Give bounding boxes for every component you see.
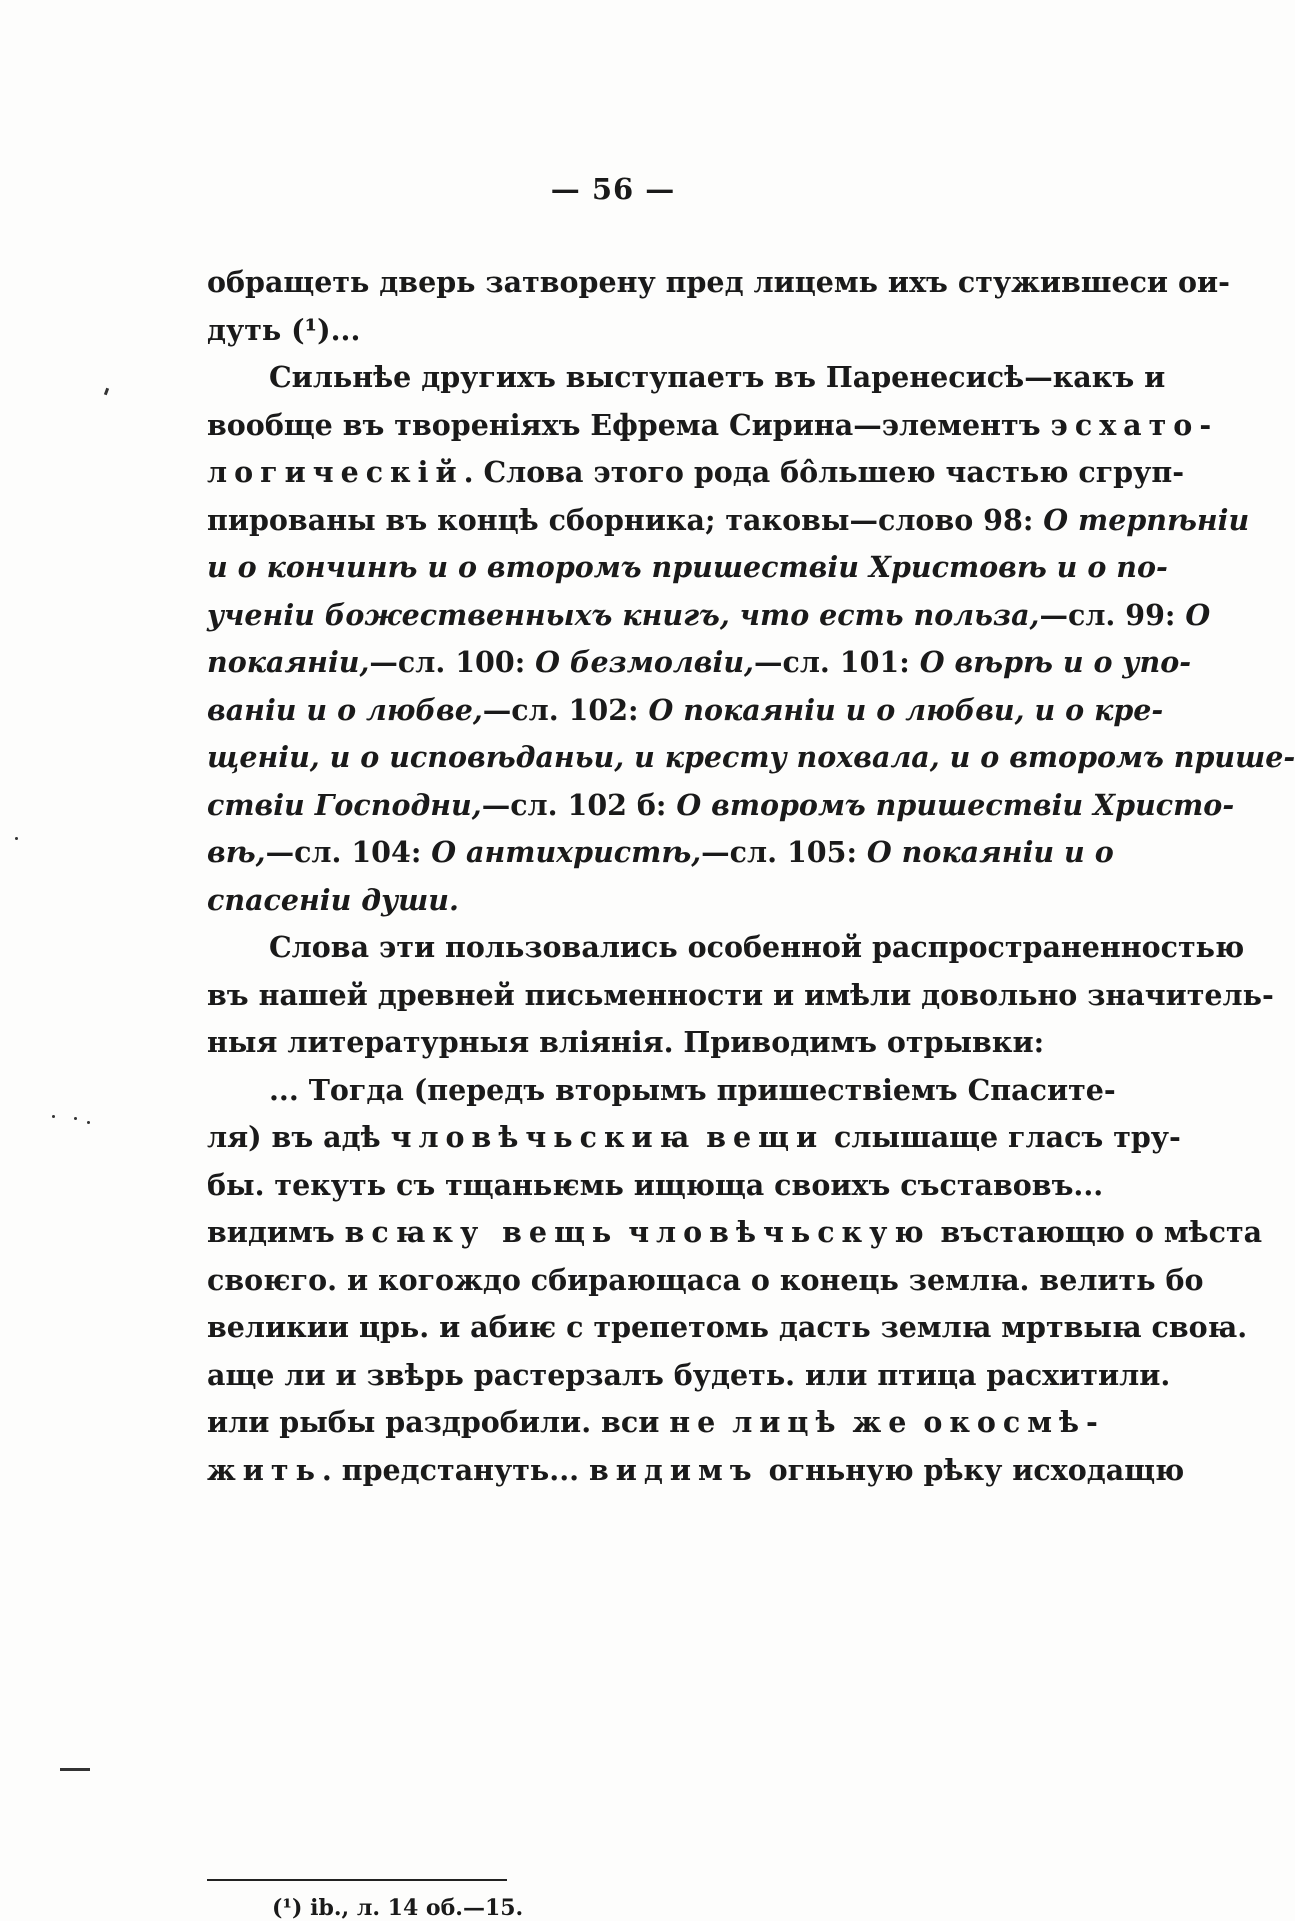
text-segment: обращеть дверь затворену пред лицемь ихъ стужившеси ои-: [207, 265, 1230, 299]
text-segment: аще ли и звѣрь растерзалъ будеть. или птица расхитили.: [207, 1357, 1171, 1392]
body-text: [207, 259, 1295, 1494]
text-segment: логическій: [207, 455, 464, 489]
text-line: [207, 924, 1245, 972]
text-segment: всꙗку вещь: [344, 1215, 619, 1249]
text-line: [207, 402, 1219, 450]
text-segment: [696, 1120, 706, 1154]
text-line: [207, 1447, 1185, 1495]
text-segment: же: [852, 1405, 914, 1439]
text-segment: О покаяніи и о: [866, 835, 1114, 869]
footnote-separator: [207, 1879, 507, 1881]
text-segment: —сл. 99:: [1039, 597, 1186, 632]
text-segment: вообще въ твореніяхъ Ефрема Сирина—элементъ: [207, 407, 1051, 442]
text-segment: ныя литературныя вліянія. Приводимъ отрывки:: [207, 1025, 1045, 1059]
text-segment: Слова эти пользовались особенной распространенностью: [269, 930, 1245, 964]
margin-mark: [104, 388, 109, 396]
text-line: [207, 544, 1168, 592]
text-segment: . предстануть...: [321, 1452, 589, 1487]
text-segment: своѥго. и когождо сбирающаса о конець землꙗ. велить бо: [207, 1262, 1204, 1297]
text-segment: слышаще гласъ тру-: [824, 1120, 1181, 1154]
text-segment: [843, 1405, 853, 1439]
text-line: [207, 1257, 1204, 1305]
margin-mark: [15, 837, 18, 840]
text-segment: —сл. 102:: [482, 692, 649, 727]
text-line: [207, 497, 1250, 545]
text-segment: или рыбы раздробили. вси: [207, 1405, 670, 1439]
text-line: [207, 307, 1012, 355]
text-segment: покаяніи,: [207, 645, 370, 679]
text-segment: О второмъ пришествіи Христо-: [676, 787, 1235, 822]
text-segment: спасеніи души.: [207, 882, 459, 917]
text-segment: ученіи божественныхъ книгъ, что есть польза,: [207, 597, 1040, 632]
text-line: [207, 782, 1235, 830]
text-segment: —сл. 105:: [701, 835, 867, 869]
text-line: [207, 1399, 1105, 1447]
text-line: [207, 1019, 1045, 1067]
text-segment: [722, 1405, 732, 1439]
text-segment: О покаяніи и о любви, и о кре-: [648, 692, 1164, 727]
text-segment: въстающю о мѣста: [930, 1215, 1263, 1249]
text-segment: чловѣчьскиꙗ: [390, 1120, 697, 1154]
text-line: [207, 639, 1192, 687]
text-segment: О терпѣніи: [1043, 502, 1250, 537]
text-segment: О антихристѣ,: [431, 835, 702, 869]
text-segment: эсхато-: [1050, 407, 1219, 442]
text-line: [207, 687, 1164, 735]
text-segment: бы. текуть съ тщаньѥмь ищюща своихъ съставовъ...: [207, 1167, 1104, 1202]
text-segment: —сл. 101:: [753, 645, 920, 679]
text-segment: ля) въ адѣ: [207, 1120, 391, 1154]
text-line: [207, 259, 1230, 307]
text-segment: огньную рѣку исходащю: [758, 1452, 1185, 1487]
text-segment: О: [1185, 597, 1211, 632]
text-segment: окосмѣ-: [923, 1405, 1105, 1439]
text-segment: дуть (¹)...: [207, 312, 361, 347]
text-segment: [618, 1215, 628, 1249]
text-segment: ... Тогда (передъ вторымъ пришествіемъ Спасите-: [269, 1072, 1116, 1107]
text-segment: О вѣрѣ и о упо-: [919, 645, 1192, 679]
text-segment: не: [669, 1405, 723, 1439]
text-line: [207, 877, 1012, 925]
text-segment: [913, 1405, 923, 1439]
text-line: [207, 1067, 1116, 1115]
margin-mark: [60, 1768, 90, 1771]
text-segment: —сл. 102 б:: [481, 787, 677, 822]
text-segment: видимъ: [588, 1452, 759, 1487]
margin-mark: [52, 1115, 55, 1118]
page-number: — 56 —: [550, 172, 676, 206]
text-segment: ваніи и о любве,: [207, 692, 483, 727]
text-line: [207, 1114, 1181, 1162]
text-line: [207, 1304, 1248, 1352]
text-segment: вещи: [706, 1120, 825, 1154]
text-segment: . Слова этого рода бо̂льшею частью сгруп-: [463, 455, 1185, 489]
text-line: [207, 1209, 1263, 1257]
text-line: [207, 592, 1211, 640]
text-segment: вѣ,: [207, 835, 266, 869]
text-segment: и о кончинѣ и о второмъ пришествіи Христовѣ и о по-: [207, 550, 1168, 584]
text-line: [207, 1162, 1104, 1210]
text-segment: пированы въ концѣ сборника; таковы—слово 98:: [207, 502, 1044, 537]
text-line: [207, 829, 1114, 877]
text-segment: ствіи Господни,: [207, 787, 482, 822]
text-segment: О безмолвіи,: [535, 645, 754, 679]
text-segment: —сл. 100:: [369, 645, 536, 679]
text-segment: щеніи, и о исповѣданьи, и кресту похвала, и о второмъ прише-: [207, 740, 1295, 774]
text-line: [207, 449, 1185, 497]
margin-mark: [74, 1117, 77, 1120]
text-line: [207, 734, 1295, 782]
footnote: (¹) ib., л. 14 об.—15.: [272, 1895, 524, 1921]
text-line: [207, 972, 1274, 1020]
text-segment: Сильнѣе другихъ выступаетъ въ Паренесисѣ—какъ и: [269, 360, 1166, 394]
text-segment: —сл. 104:: [265, 835, 432, 869]
margin-mark: [87, 1121, 90, 1124]
text-segment: видимъ: [207, 1215, 345, 1249]
text-segment: великии црь. и абиѥ с трепетомь дасть землꙗ мртвыꙗ своꙗ.: [207, 1310, 1248, 1344]
text-segment: въ нашей древней письменности и имѣли довольно значитель-: [207, 977, 1274, 1012]
text-line: [207, 1352, 1171, 1400]
text-line: [207, 354, 1166, 402]
text-segment: жить: [207, 1452, 322, 1487]
text-segment: чловѣчьскую: [628, 1215, 931, 1249]
text-segment: лицѣ: [732, 1405, 843, 1439]
